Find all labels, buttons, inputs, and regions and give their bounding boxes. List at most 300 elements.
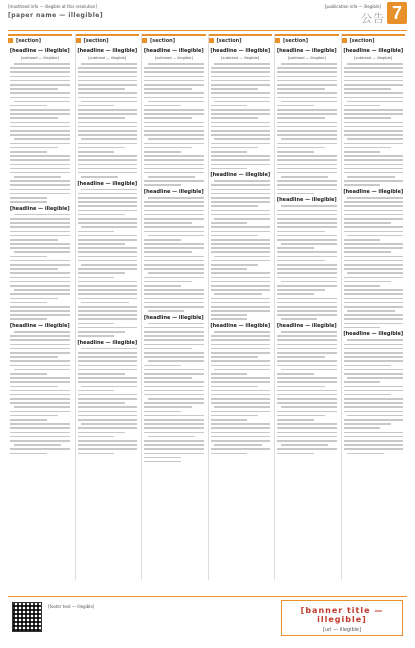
section-bar-label: [section]: [349, 37, 375, 44]
text-line: [277, 92, 337, 94]
text-line: [78, 419, 138, 421]
text-line: [344, 448, 404, 450]
text-line: [277, 360, 337, 362]
text-line: [10, 172, 70, 174]
article: [8, 48, 72, 203]
text-line: [144, 184, 181, 186]
text-line: [78, 243, 126, 245]
text-line: [144, 84, 204, 86]
text-line: [144, 159, 204, 161]
text-line: [211, 427, 271, 429]
text-line: [78, 327, 138, 329]
article: [342, 331, 406, 454]
text-line: [78, 306, 138, 308]
text-line: [148, 360, 204, 362]
text-line: [344, 365, 392, 367]
text-line: [347, 453, 384, 455]
text-line: [10, 402, 70, 404]
text-line: [10, 189, 70, 191]
text-line: [211, 222, 248, 224]
text-line: [211, 235, 259, 237]
text-line: [211, 105, 248, 107]
text-line: [344, 159, 404, 161]
text-line: [344, 226, 404, 228]
text-line: [144, 214, 204, 216]
text-line: [144, 356, 204, 358]
text-line: [10, 218, 70, 220]
text-line: [277, 423, 337, 425]
text-line: [211, 71, 271, 73]
text-line: [277, 314, 337, 316]
text-line: [211, 130, 271, 132]
text-line: [144, 260, 204, 262]
text-line: [347, 101, 403, 103]
text-line: [344, 71, 404, 73]
text-line: [344, 260, 404, 262]
text-line: [144, 130, 204, 132]
text-line: [277, 113, 337, 115]
article-title: [headline — illegible]: [77, 339, 138, 346]
text-line: [344, 92, 404, 94]
text-line: [14, 289, 70, 291]
text-line: [344, 143, 404, 145]
text-line: [211, 448, 271, 450]
article: [209, 172, 273, 320]
text-line: [344, 155, 404, 157]
text-line: [10, 130, 70, 132]
text-line: [10, 272, 70, 274]
text-line: [211, 348, 271, 350]
text-line: [144, 71, 204, 73]
text-line: [10, 147, 58, 149]
section-bar: [342, 34, 406, 45]
article-body: [275, 331, 339, 454]
text-line: [10, 239, 58, 241]
text-line: [148, 310, 185, 312]
text-line: [144, 155, 204, 157]
text-line: [78, 411, 138, 413]
text-line: [144, 67, 204, 69]
text-line: [277, 373, 314, 375]
text-line: [144, 218, 204, 220]
text-line: [344, 97, 404, 99]
text-line: [148, 63, 204, 65]
text-line: [78, 398, 138, 400]
text-line: [344, 348, 404, 350]
text-line: [211, 381, 271, 383]
text-line: [78, 92, 138, 94]
text-line: [211, 239, 271, 241]
text-line: [10, 105, 47, 107]
footer-rule: [8, 596, 407, 597]
article-body: [8, 331, 72, 454]
text-line: [344, 76, 404, 78]
text-line: [81, 138, 137, 140]
text-line: [211, 289, 271, 291]
text-line: [211, 415, 259, 417]
section-bar: [275, 34, 339, 45]
text-line: [214, 256, 270, 258]
text-line: [211, 365, 271, 367]
text-line: [144, 113, 204, 115]
text-line: [344, 285, 381, 287]
text-line: [144, 210, 204, 212]
text-line: [148, 436, 196, 438]
text-line: [78, 88, 126, 90]
page-number-badge: 7: [387, 2, 407, 24]
text-line: [347, 138, 403, 140]
masthead-rule: [8, 30, 407, 31]
text-line: [78, 109, 138, 111]
text-line: [211, 398, 271, 400]
text-line: [10, 193, 70, 195]
text-line: [10, 117, 58, 119]
text-line: [14, 214, 70, 216]
text-line: [277, 335, 337, 337]
ad-banner[interactable]: [281, 600, 403, 636]
text-line: [78, 113, 138, 115]
text-line: [211, 151, 248, 153]
text-line: [281, 243, 337, 245]
text-line: [277, 231, 325, 233]
text-line: [144, 339, 204, 341]
text-line: [344, 427, 381, 429]
text-line: [144, 444, 204, 446]
text-line: [148, 138, 204, 140]
text-line: [277, 168, 337, 170]
text-line: [10, 235, 70, 237]
text-line: [344, 432, 404, 434]
text-line: [277, 164, 337, 166]
text-line: [211, 210, 271, 212]
text-line: [144, 222, 192, 224]
text-line: [78, 126, 138, 128]
text-line: [148, 235, 204, 237]
text-line: [144, 88, 192, 90]
text-line: [211, 88, 259, 90]
text-line: [10, 222, 70, 224]
text-line: [214, 180, 270, 182]
text-line: [81, 302, 129, 304]
text-line: [144, 251, 192, 253]
text-line: [344, 369, 404, 371]
text-line: [277, 411, 337, 413]
text-line: [78, 159, 138, 161]
text-line: [144, 344, 204, 346]
text-line: [214, 138, 270, 140]
text-line: [211, 277, 271, 279]
text-line: [144, 352, 204, 354]
text-line: [10, 310, 70, 312]
text-line: [10, 360, 70, 362]
text-line: [10, 356, 58, 358]
text-line: [277, 218, 337, 220]
text-line: [277, 117, 325, 119]
text-line: [78, 218, 138, 220]
text-line: [211, 440, 271, 442]
text-line: [277, 130, 337, 132]
text-line: [14, 369, 70, 371]
text-line: [10, 134, 70, 136]
text-line: [78, 130, 138, 132]
text-line: [78, 272, 126, 274]
text-line: [277, 134, 337, 136]
text-line: [344, 302, 404, 304]
text-line: [211, 243, 271, 245]
text-line: [344, 402, 404, 404]
text-line: [347, 176, 395, 178]
text-line: [344, 264, 404, 266]
text-line: [148, 398, 204, 400]
text-line: [81, 226, 137, 228]
text-line: [78, 247, 138, 249]
text-line: [277, 440, 337, 442]
text-line: [211, 318, 248, 320]
text-line: [78, 415, 138, 417]
text-line: [14, 138, 70, 140]
text-line: [78, 76, 138, 78]
text-line: [144, 365, 181, 367]
text-line: [10, 226, 70, 228]
text-line: [281, 406, 337, 408]
text-line: [344, 277, 404, 279]
text-line: [144, 381, 204, 383]
text-line: [144, 289, 204, 291]
article-title: [headline — illegible]: [9, 205, 70, 212]
text-line: [148, 323, 204, 325]
text-line: [144, 415, 204, 417]
text-line: [144, 109, 204, 111]
text-line: [277, 122, 337, 124]
text-line: [144, 293, 204, 295]
text-line: [344, 323, 404, 325]
text-line: [148, 197, 204, 199]
text-line: [10, 151, 47, 153]
text-line: [277, 432, 337, 434]
text-line: [211, 310, 271, 312]
text-line: [211, 272, 271, 274]
text-line: [211, 360, 271, 362]
text-line: [344, 88, 392, 90]
text-line: [344, 113, 404, 115]
text-line: [277, 427, 337, 429]
text-line: [78, 281, 138, 283]
text-line: [344, 130, 404, 132]
text-line: [344, 256, 404, 258]
text-line: [277, 448, 337, 450]
text-line: [78, 390, 115, 392]
text-line: [10, 365, 70, 367]
text-line: [144, 122, 204, 124]
text-line: [148, 272, 204, 274]
text-line: [10, 71, 70, 73]
text-line: [281, 318, 318, 320]
text-line: [144, 201, 204, 203]
text-line: [344, 406, 404, 408]
text-line: [144, 80, 204, 82]
text-line: [10, 415, 58, 417]
text-line: [277, 453, 314, 455]
column-5: [274, 34, 339, 580]
text-line: [10, 293, 70, 295]
text-line: [344, 201, 404, 203]
text-line: [211, 436, 271, 438]
text-line: [277, 109, 337, 111]
text-line: [78, 201, 138, 203]
text-line: [78, 444, 138, 446]
text-line: [10, 97, 70, 99]
text-line: [144, 264, 204, 266]
text-line: [78, 448, 138, 450]
text-line: [277, 285, 337, 287]
text-line: [277, 67, 337, 69]
article: [209, 323, 273, 454]
text-line: [347, 339, 403, 341]
text-line: [277, 239, 337, 241]
article: [209, 48, 273, 169]
text-line: [277, 436, 337, 438]
text-line: [344, 289, 404, 291]
text-line: [144, 151, 181, 153]
text-line: [281, 331, 337, 333]
text-line: [214, 63, 270, 65]
text-line: [10, 184, 70, 186]
text-line: [211, 453, 248, 455]
article: [142, 189, 206, 312]
column-1: [8, 34, 72, 580]
text-line: [277, 264, 337, 266]
text-line: [211, 298, 271, 300]
text-line: [10, 126, 70, 128]
text-line: [347, 197, 403, 199]
text-line: [277, 390, 337, 392]
text-line: [78, 168, 138, 170]
text-line: [344, 180, 404, 182]
section-marker-icon: [342, 38, 347, 43]
text-line: [78, 394, 138, 396]
text-line: [144, 168, 204, 170]
text-line: [78, 97, 138, 99]
text-line: [10, 109, 70, 111]
text-line: [344, 84, 404, 86]
text-line: [277, 76, 337, 78]
article-title: [headline — illegible]: [276, 197, 337, 204]
text-line: [277, 251, 337, 253]
text-line: [344, 251, 392, 253]
text-line: [78, 440, 138, 442]
text-line: [81, 386, 137, 388]
article-title: [headline — illegible]: [343, 189, 404, 196]
text-line: [344, 373, 404, 375]
text-line: [211, 356, 259, 358]
text-line: [211, 147, 259, 149]
text-line: [344, 222, 392, 224]
section-bar-label: [section]: [16, 37, 41, 44]
text-line: [211, 352, 271, 354]
text-line: [144, 164, 204, 166]
text-line: [10, 339, 70, 341]
text-line: [10, 247, 70, 249]
text-line: [344, 419, 404, 421]
text-line: [10, 348, 70, 350]
article-title: [headline — illegible]: [210, 48, 271, 54]
article-title: [headline — illegible]: [143, 48, 204, 54]
footer-text: [footer text — illegible]: [48, 604, 95, 609]
text-line: [144, 117, 192, 119]
text-line: [10, 92, 70, 94]
text-line: [214, 331, 270, 333]
text-line: [344, 218, 404, 220]
section-bar: [209, 34, 273, 45]
text-line: [277, 193, 314, 195]
text-line: [211, 402, 271, 404]
text-line: [78, 193, 138, 195]
text-line: [344, 394, 392, 396]
text-line: [277, 419, 314, 421]
text-line: [344, 360, 404, 362]
text-line: [81, 423, 137, 425]
text-line: [10, 432, 70, 434]
text-line: [211, 264, 259, 266]
text-line: [78, 289, 138, 291]
text-line: [277, 151, 314, 153]
text-line: [344, 126, 404, 128]
article: [342, 48, 406, 186]
text-line: [10, 277, 70, 279]
text-line: [78, 318, 138, 320]
text-line: [281, 63, 337, 65]
text-line: [277, 147, 325, 149]
text-line: [344, 306, 404, 308]
text-line: [144, 239, 181, 241]
text-line: [144, 448, 204, 450]
text-line: [78, 197, 138, 199]
text-line: [211, 432, 271, 434]
article-title: [headline — illegible]: [276, 323, 337, 330]
text-line: [10, 180, 70, 182]
text-line: [277, 105, 314, 107]
text-line: [78, 277, 115, 279]
text-line: [10, 352, 70, 354]
text-line: [78, 365, 138, 367]
masthead: [8, 2, 407, 30]
section-bar: [76, 34, 140, 45]
text-line: [281, 205, 337, 207]
article: [76, 48, 140, 178]
text-line: [14, 406, 70, 408]
text-line: [148, 101, 204, 103]
text-line: [344, 168, 404, 170]
text-line: [144, 143, 204, 145]
article-body: [342, 63, 406, 186]
text-line: [344, 314, 404, 316]
text-line: [10, 427, 70, 429]
text-line: [144, 411, 181, 413]
text-line: [344, 281, 392, 283]
text-line: [344, 390, 404, 392]
text-line: [144, 126, 204, 128]
text-line: [344, 436, 404, 438]
text-line: [144, 256, 204, 258]
text-line: [78, 117, 126, 119]
article: [76, 340, 140, 454]
text-line: [78, 293, 138, 295]
text-line: [277, 155, 337, 157]
article-subtitle: [subhead — illegible]: [287, 56, 326, 60]
text-line: [277, 88, 325, 90]
text-line: [211, 314, 248, 316]
text-line: [78, 453, 115, 455]
